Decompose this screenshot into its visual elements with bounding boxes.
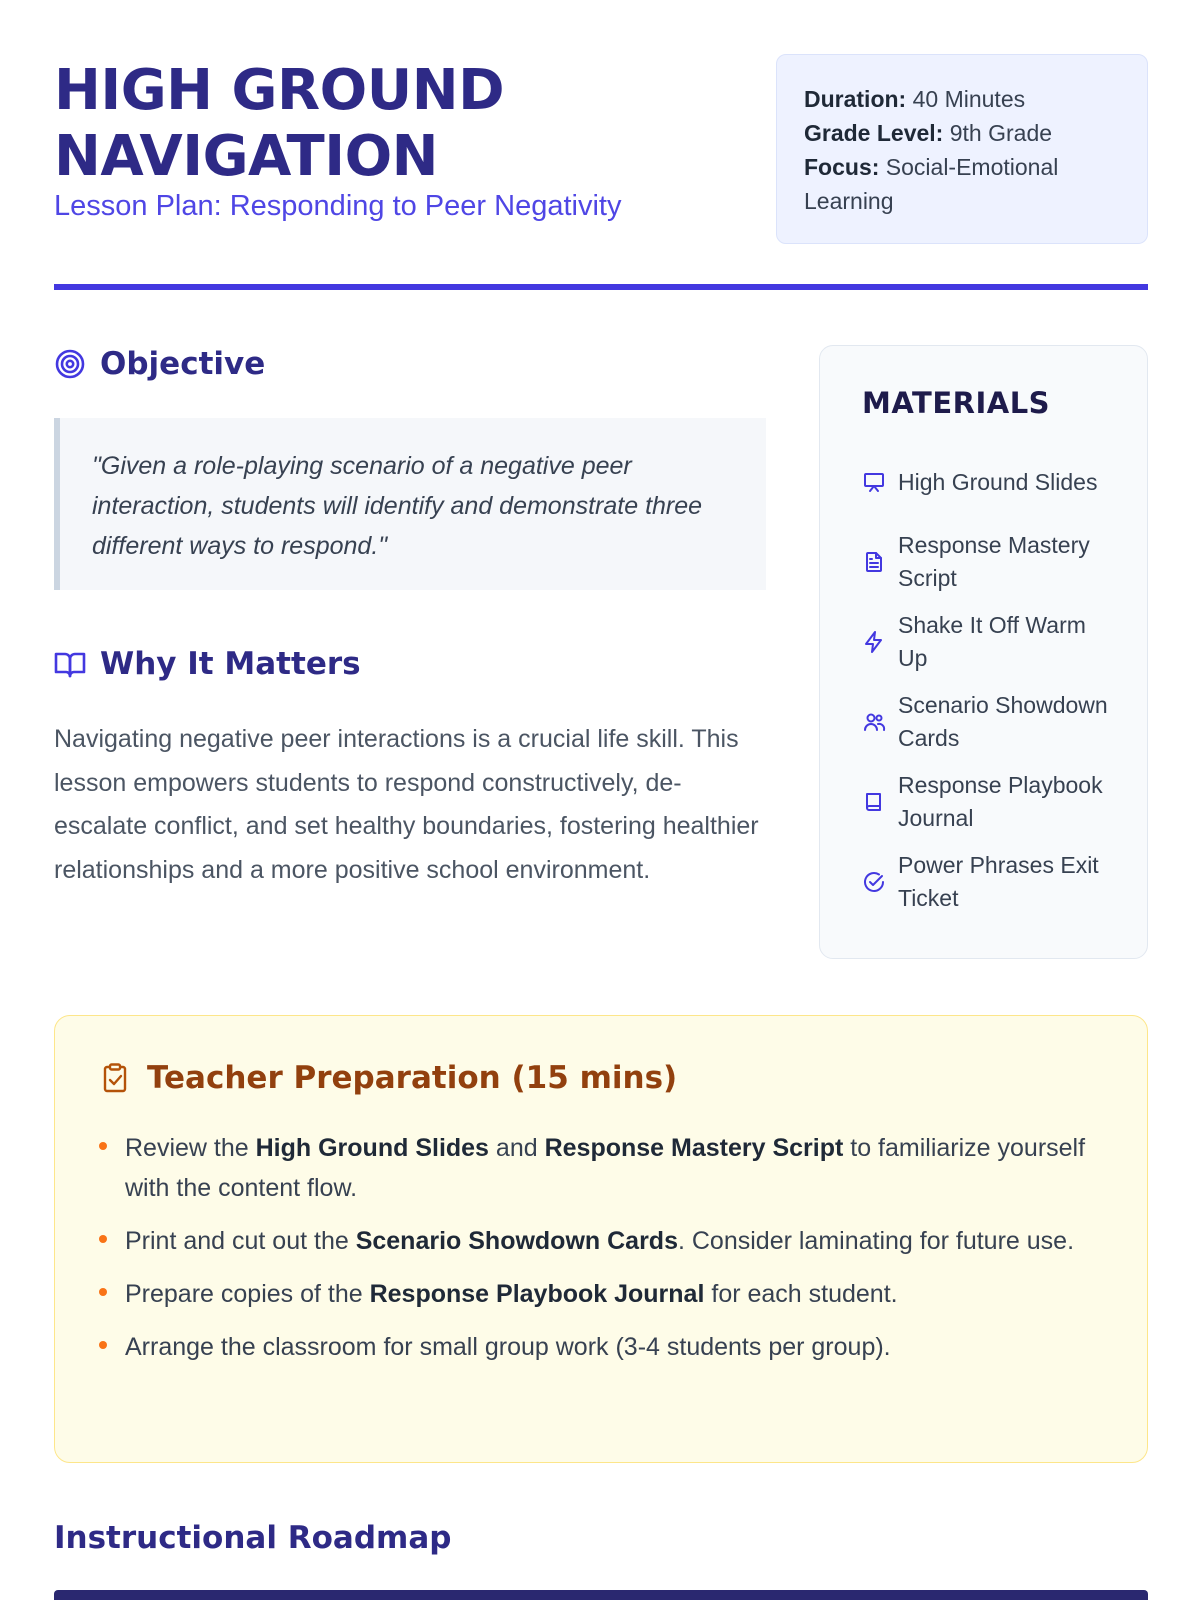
clipboard-check-icon [99, 1062, 131, 1094]
bullet-dot [99, 1288, 107, 1296]
why-heading-text: Why It Matters [100, 646, 361, 682]
focus-line [804, 150, 1120, 218]
focus-label: Focus: [804, 154, 880, 180]
book-icon [862, 790, 886, 814]
grade-value: 9th Grade [949, 120, 1053, 146]
prep-bold: Response Playbook Journal [369, 1280, 705, 1308]
focus-value: Social-Emotional Learning [804, 154, 1059, 214]
bullet-dot [99, 1142, 107, 1150]
teacher-prep-heading-text: Teacher Preparation (15 mins) [147, 1060, 678, 1096]
duration-line [804, 82, 1120, 116]
target-icon [54, 348, 86, 380]
title-line-1: HIGH GROUND [54, 58, 505, 123]
lesson-meta-box [776, 54, 1148, 244]
zap-icon [862, 630, 886, 654]
prep-bold: Scenario Showdown Cards [355, 1227, 678, 1255]
prep-item [99, 1128, 1103, 1208]
bullet-dot [99, 1235, 107, 1243]
material-item [862, 842, 1119, 922]
materials-heading: MATERIALS [862, 386, 1051, 420]
presentation-icon [862, 470, 886, 494]
material-label: Response Playbook Journal [898, 772, 1103, 831]
grade-label: Grade Level: [804, 120, 944, 146]
material-label: High Ground Slides [898, 468, 1098, 495]
roadmap-table-top [54, 1590, 1148, 1600]
why-paragraph: Navigating negative peer interactions is a crucial life skill. This lesson empowers students to respond constructively, de-escalate conflict, and set healthy boundaries, fostering healthier relationships and a more positive school environment. [54, 725, 759, 884]
check-circle-icon [862, 870, 886, 894]
prep-list [99, 1128, 1103, 1367]
prep-item [99, 1221, 1103, 1261]
prep-item [99, 1274, 1103, 1314]
material-item [862, 762, 1119, 842]
header-divider [54, 284, 1148, 290]
why-heading [54, 646, 361, 682]
prep-text: . Consider laminating for future use. [677, 1227, 1075, 1255]
material-label: Power Phrases Exit Ticket [898, 852, 1099, 911]
material-item [862, 602, 1119, 682]
page-subtitle: Lesson Plan: Responding to Peer Negativity [54, 190, 622, 222]
bullet-dot [99, 1341, 107, 1349]
page-title [54, 58, 734, 190]
duration-value: 40 Minutes [912, 86, 1026, 112]
prep-text: and [488, 1134, 545, 1162]
roadmap-heading: Instructional Roadmap [54, 1520, 452, 1556]
objective-heading [54, 346, 265, 382]
prep-text: for each student. [704, 1280, 898, 1308]
users-icon [862, 710, 886, 734]
header [54, 54, 1148, 254]
prep-text: Print and cut out the [125, 1227, 356, 1255]
teacher-prep-box [54, 1015, 1148, 1463]
material-item [862, 522, 1119, 602]
prep-item [99, 1327, 1103, 1367]
prep-text: to familiarize yourself with the content flow. [125, 1134, 1086, 1202]
material-label: Shake It Off Warm Up [898, 612, 1086, 671]
materials-panel [819, 345, 1148, 959]
teacher-prep-heading [99, 1060, 1103, 1096]
book-open-icon [54, 648, 86, 680]
material-label: Response Mastery Script [898, 532, 1090, 591]
objective-quote: "Given a role-playing scenario of a negative peer interaction, students will identify and demonstrate three different ways to respond." [54, 418, 766, 590]
objective-heading-text: Objective [100, 346, 266, 382]
material-label: Scenario Showdown Cards [898, 692, 1108, 751]
prep-bold: High Ground Slides [255, 1134, 489, 1162]
prep-bold: Response Mastery Script [544, 1134, 844, 1162]
material-item [862, 682, 1119, 762]
grade-line [804, 116, 1120, 150]
prep-text: Review the [125, 1134, 256, 1162]
title-line-2: NAVIGATION [54, 124, 439, 189]
file-text-icon [862, 550, 886, 574]
prep-text: Arrange the classroom for small group work (3-4 students per group). [125, 1333, 891, 1361]
duration-label: Duration: [804, 86, 907, 112]
prep-text: Prepare copies of the [125, 1280, 370, 1308]
lesson-plan-page [54, 0, 1148, 1600]
material-item [862, 442, 1119, 522]
